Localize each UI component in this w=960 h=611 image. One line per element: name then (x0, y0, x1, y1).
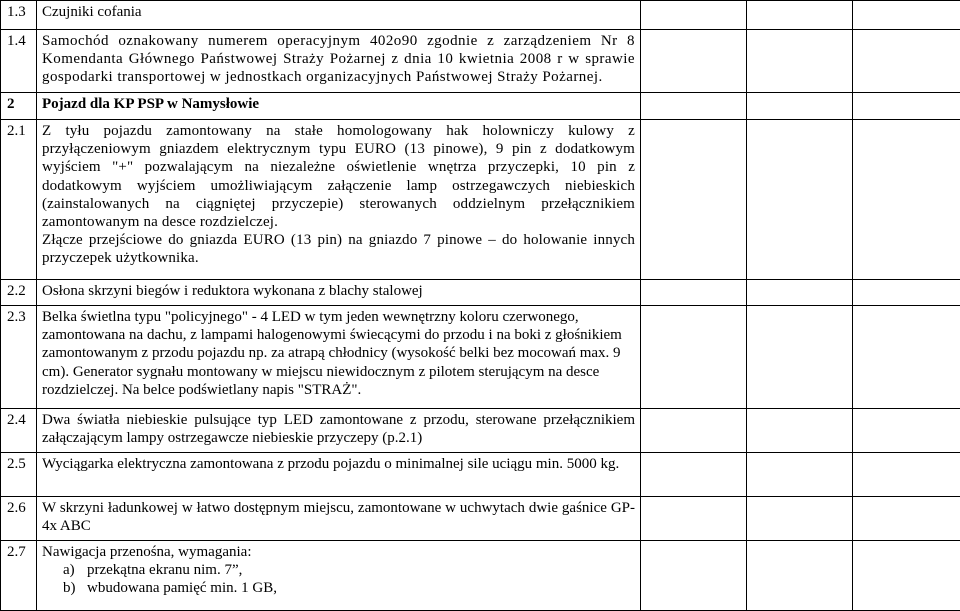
empty-cell (853, 497, 960, 541)
list-item-marker: a) (63, 561, 87, 579)
row-text: Belka świetlna typu "policyjnego" - 4 LED w tym jeden wewnętrzny koloru czerwonego, zamontowana na dachu, z lampami halogenowymi świecącymi do przodu i na boki z głośnikiem zamontowanym z przodu pojazdu np. za atrapą chłodnicy (wysokość belki bez mocowań max. 9 cm). Generator sygnału montowany w miejscu niewidocznym z pilotem sterującym na desce rozdzielczej. Na belce podświetlany napis "STRAŻ". (37, 306, 641, 409)
empty-cell (747, 497, 853, 541)
empty-cell (747, 120, 853, 280)
table-row (1, 280, 960, 306)
list-item (42, 579, 635, 597)
row-number: 2.5 (1, 453, 37, 497)
table-row (1, 306, 960, 409)
row-text: W skrzyni ładunkowej w łatwo dostępnym miejscu, zamontowane w uchwytach dwie gaśnice GP-4x ABC (37, 497, 641, 541)
row-text-main: Z tyłu pojazdu zamontowany na stałe homologowany hak holowniczy kulowy z przyłączeniowym gniazdem elektrycznym typu EURO (13 pinowe), 9 pin z dodatkowym wyjściem "+" pozwalającym na niezależne oświetlenie wnętrza przyczepki, 10 pin z dodatkowym wyjściem umożliwiającym załączenie lamp ostrzegawczych niebieskich (zainstalowanych na ciągniętej przyczepie) sterowanych oddzielnym przełącznikiem zamontowanym na desce rozdzielczej. (42, 122, 635, 231)
table-row (1, 30, 960, 93)
row-number: 1.4 (1, 30, 37, 93)
row-number: 2.2 (1, 280, 37, 306)
row-number: 2.4 (1, 409, 37, 453)
empty-cell (853, 453, 960, 497)
row-number: 2.3 (1, 306, 37, 409)
empty-cell (853, 1, 960, 30)
row-text-main: Nawigacja przenośna, wymagania: (42, 543, 635, 561)
empty-cell (853, 280, 960, 306)
empty-cell (853, 93, 960, 120)
empty-cell (747, 306, 853, 409)
row-number: 2 (1, 93, 37, 120)
empty-cell (853, 409, 960, 453)
section-title: Pojazd dla KP PSP w Namysłowie (37, 93, 641, 120)
table-row (1, 409, 960, 453)
table-row (1, 497, 960, 541)
row-number: 2.7 (1, 541, 37, 611)
row-text (37, 541, 641, 611)
empty-cell (747, 541, 853, 611)
empty-cell (853, 30, 960, 93)
empty-cell (747, 30, 853, 93)
row-text: Osłona skrzyni biegów i reduktora wykonana z blachy stalowej (37, 280, 641, 306)
empty-cell (641, 120, 747, 280)
empty-cell (747, 280, 853, 306)
table-row (1, 453, 960, 497)
table-row (1, 93, 960, 120)
list-item-marker: b) (63, 579, 87, 597)
table-row (1, 1, 960, 30)
row-number: 2.1 (1, 120, 37, 280)
table-row (1, 120, 960, 280)
empty-cell (747, 409, 853, 453)
empty-cell (853, 120, 960, 280)
list-item-text: przekątna ekranu nim. 7”, (87, 562, 242, 578)
empty-cell (747, 453, 853, 497)
empty-cell (641, 453, 747, 497)
table-row (1, 541, 960, 611)
list-item (42, 561, 635, 579)
empty-cell (641, 1, 747, 30)
row-number: 1.3 (1, 1, 37, 30)
row-text (37, 120, 641, 280)
row-text (37, 30, 641, 93)
row-text: Czujniki cofania (37, 1, 641, 30)
row-text: Dwa światła niebieskie pulsujące typ LED zamontowane z przodu, sterowane przełącznikiem załączającym lampy ostrzegawcze niebieskie przyczepy (p.2.1) (37, 409, 641, 453)
empty-cell (641, 497, 747, 541)
row-number: 2.6 (1, 497, 37, 541)
empty-cell (641, 409, 747, 453)
empty-cell (641, 93, 747, 120)
empty-cell (853, 306, 960, 409)
row-text-secondary: Złącze przejściowe do gniazda EURO (13 pin) na gniazdo 7 pinowe – do holowanie innych przyczepek użytkownika. (42, 231, 635, 267)
empty-cell (641, 30, 747, 93)
empty-cell (641, 541, 747, 611)
empty-cell (853, 541, 960, 611)
row-text: Wyciągarka elektryczna zamontowana z przodu pojazdu o minimalnej sile uciągu min. 5000 kg. (37, 453, 641, 497)
empty-cell (641, 280, 747, 306)
row-text-main: Samochód oznakowany numerem operacyjnym 402o90 zgodnie z zarządzeniem Nr 8 Komendanta Głównego Państwowej Straży Pożarnej z dnia 10 kwietnia 2008 r w sprawie gospodarki transportowej w jednostkach organizacyjnych Państwowej Straży Pożarnej. (42, 33, 635, 85)
empty-cell (747, 1, 853, 30)
list-item-text: wbudowana pamięć min. 1 GB, (87, 580, 277, 596)
empty-cell (641, 306, 747, 409)
empty-cell (747, 93, 853, 120)
